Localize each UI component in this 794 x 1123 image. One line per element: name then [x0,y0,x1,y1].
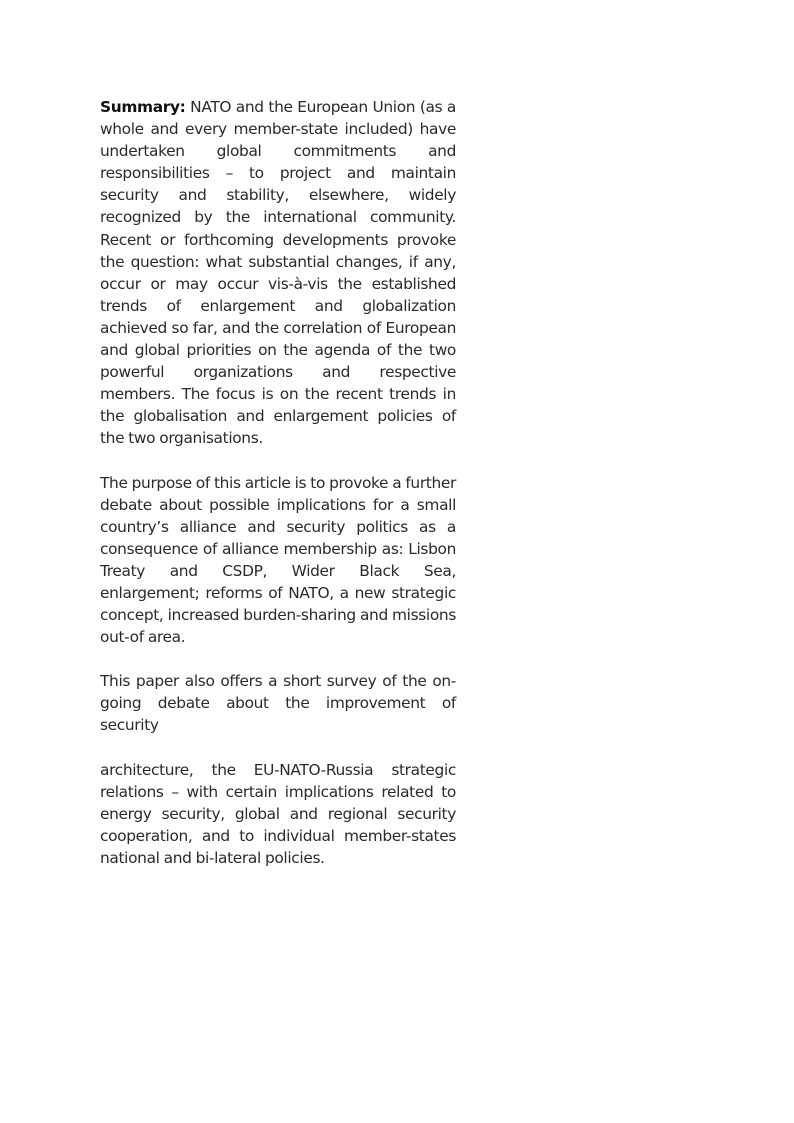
summary-text: NATO and the European Union (as a whole and every member-state included) have undertaken global commitments and responsibilities – to project and maintain security and stability, elsewhere, widely recognized by the international community. Recent or forthcoming developments provoke the question: what substantial changes, if any, occur or may occur vis-à-vis the established trends of enlargement and globalization achieved so far, and the correlation of European and global priorities on the agenda of the two powerful organizations and respective members. The focus is on the recent trends in the globalisation and enlargement policies of the two organisations. [100,98,456,448]
summary-lead: Summary: [100,98,186,116]
survey-text-part1: This paper also offers a short survey of the on-going debate about the improvement of security [100,672,456,735]
survey-paragraph-part1 [100,670,456,736]
purpose-text: The purpose of this article is to provoke a further debate about possible implications for a small country’s alliance and security politics as a consequence of alliance membership as: Lisbon Treaty and CSDP, Wider Black Sea, enlargement; reforms of NATO, a new strategic concept, increased burden-sharing and missions out-of area. [100,473,456,647]
survey-text-part2: architecture, the EU-NATO-Russia strategic relations – with certain implications related to energy security, global and regional security cooperation, and to individual member-states national and bi-lateral policies. [100,760,456,867]
survey-paragraph-part2 [100,759,456,869]
abstract-column [100,96,456,891]
summary-paragraph [100,96,456,450]
purpose-paragraph [100,472,456,649]
